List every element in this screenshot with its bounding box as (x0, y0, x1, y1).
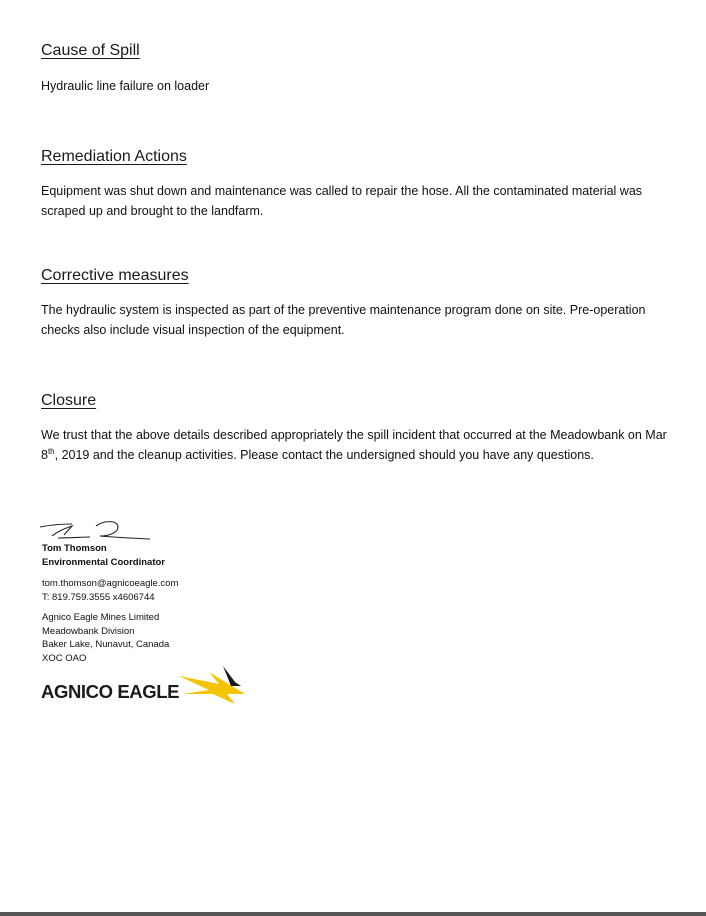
heading-cause-of-spill: Cause of Spill (41, 42, 140, 59)
cause-of-spill-text: Hydraulic line failure on loader (41, 79, 210, 93)
heading-remediation-actions: Remediation Actions (41, 148, 187, 165)
logo-wordmark: AGNICO EAGLE (41, 681, 180, 702)
closure-text (41, 425, 681, 465)
signatory-contact (42, 577, 178, 604)
heading-corrective-measures: Corrective measures (41, 267, 189, 284)
signatory-name-title (42, 542, 165, 569)
company-postal-code: XOC OAO (42, 652, 87, 664)
signatory-address (42, 611, 169, 665)
company-location: Baker Lake, Nunavut, Canada (42, 639, 170, 651)
signatory-title: Environmental Coordinator (42, 556, 165, 568)
signatory-email: tom.thomson@agnicoeagle.com (42, 578, 179, 589)
company-logo (41, 664, 251, 710)
company-name: Agnico Eagle Mines Limited (42, 612, 160, 623)
page-bottom-border (0, 912, 706, 916)
closure-text-part-1: We trust that the above details described appropriately the spill incident that occurred at the Meadowbank on Mar 8 (41, 428, 667, 462)
closure-text-part-2: , 2019 and the cleanup activities. Please contact the undersigned should you have any questions. (54, 448, 594, 462)
company-division: Meadowbank Division (42, 625, 135, 637)
closure-date-superscript: th (47, 446, 55, 456)
signatory-phone: T: 819.759.3555 x4606744 (42, 591, 155, 603)
heading-closure: Closure (41, 392, 97, 409)
eagle-logo-icon (179, 664, 249, 710)
corrective-measures-text: The hydraulic system is inspected as part of the preventive maintenance program done on site. Pre-operation checks also include visual inspection of the equipment. (41, 303, 646, 337)
remediation-actions-text: Equipment was shut down and maintenance was called to repair the hose. All the contaminated material was scraped up and brought to the landfarm. (41, 184, 643, 218)
signatory-name: Tom Thomson (42, 543, 107, 554)
